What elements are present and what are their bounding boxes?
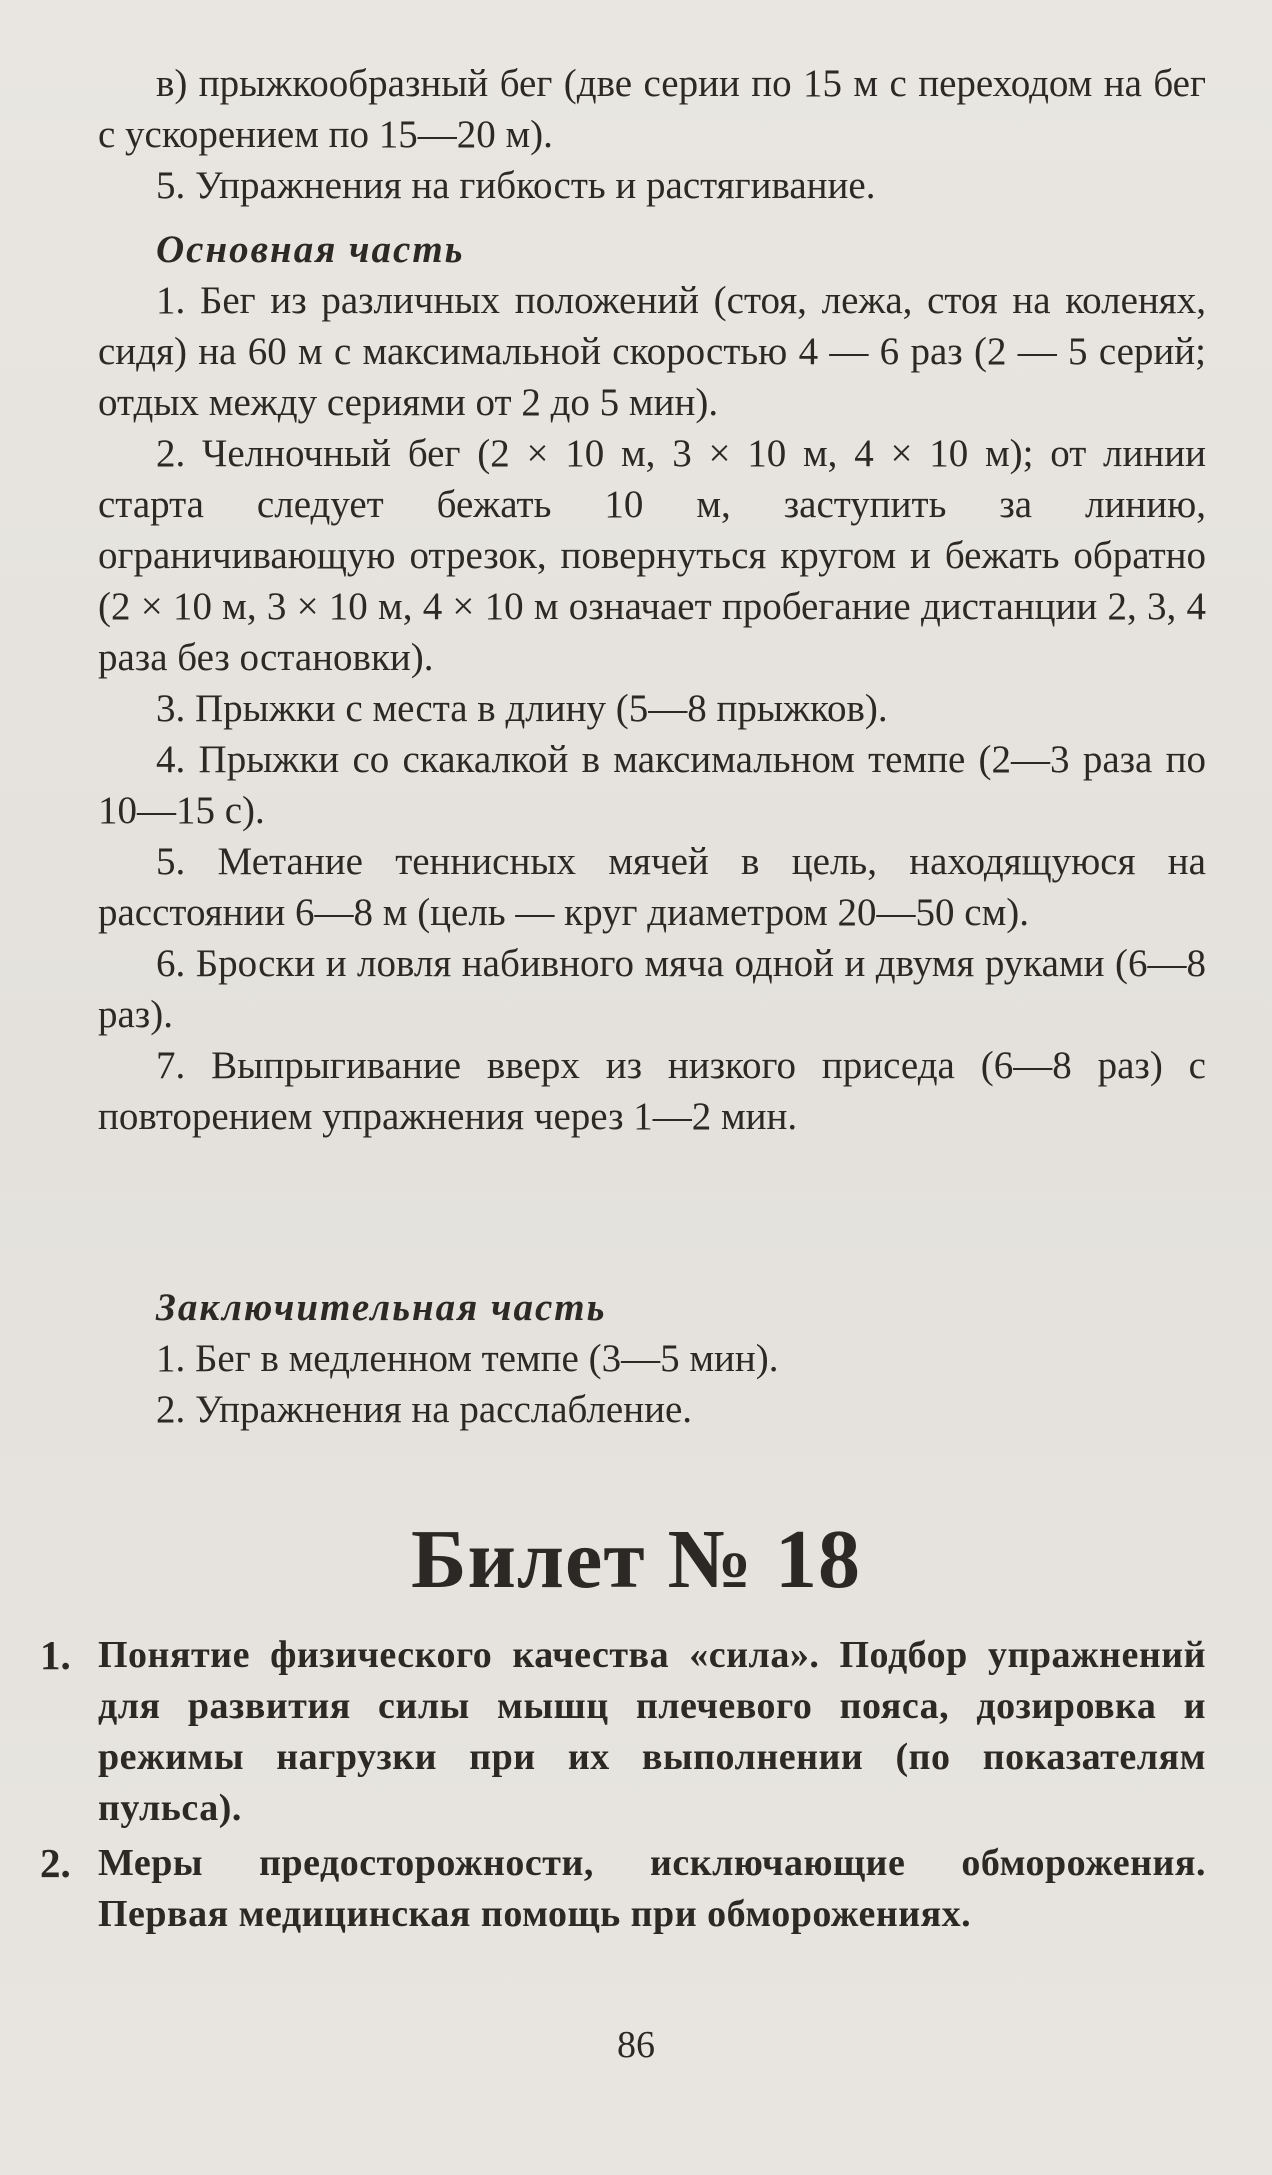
- main-section-heading: Основная часть: [156, 228, 465, 271]
- final-item-1: 1. Бег в медленном темпе (3—5 мин).: [156, 1337, 779, 1380]
- main-item-2: 2. Челночный бег (2 × 10 м, 3 × 10 м, 4 × 10 м); от линии старта следует бежать 10 м, заступить за линию, ограничивающую отрезок, повернуться кругом и бежать обратно (2 × 10 м, 3 × 10 м, 4 × 10 м означает пробегание дистанции 2, 3, 4 раза без остановки).: [98, 432, 1206, 679]
- question-text: Меры предосторожности, исключающие обморожения. Первая медицинская помощь при обморожениях.: [98, 1842, 1206, 1935]
- main-section: [98, 224, 1206, 1142]
- main-item-7: 7. Выпрыгивание вверх из низкого приседа (6—8 раз) с повторением упражнения через 1—2 мин.: [98, 1044, 1206, 1138]
- main-item-3: 3. Прыжки с места в длину (5—8 прыжков).: [156, 687, 888, 730]
- main-item-4: 4. Прыжки со скакалкой в максимальном темпе (2—3 раза по 10—15 с).: [98, 738, 1206, 832]
- main-item-1: 1. Бег из различных положений (стоя, лежа, стоя на коленях, сидя) на 60 м с максимальной скоростью 4 — 6 раз (2 — 5 серий; отдых между сериями от 2 до 5 мин).: [98, 279, 1206, 424]
- final-section-heading: Заключительная часть: [156, 1286, 607, 1329]
- ticket-question-2: [40, 1838, 1206, 1940]
- question-text: Понятие физического качества «сила». Подбор упражнений для развития силы мышц плечевого пояса, дозировка и режимы нагрузки при их выполнении (по показателям пульса).: [98, 1634, 1206, 1829]
- question-number: 1.: [40, 1632, 71, 1678]
- main-item-5: 5. Метание теннисных мячей в цель, находящуюся на расстоянии 6—8 м (цель — круг диаметром 20—50 см).: [98, 840, 1206, 934]
- main-item-6: 6. Броски и ловля набивного мяча одной и двумя руками (6—8 раз).: [98, 942, 1206, 1036]
- ticket-question-1: [40, 1630, 1206, 1834]
- final-section: [98, 1282, 1206, 1435]
- ticket-title: Билет № 18: [410, 1513, 861, 1606]
- page-number: 86: [617, 2024, 655, 2066]
- warmup-item-flexibility: 5. Упражнения на гибкость и растягивание.: [156, 164, 876, 207]
- final-item-2: 2. Упражнения на расслабление.: [156, 1388, 693, 1431]
- warmup-tail: [98, 58, 1206, 211]
- question-number: 2.: [40, 1840, 71, 1886]
- warmup-item-running: в) прыжкообразный бег (две серии по 15 м с переходом на бег с ускорением по 15—20 м).: [98, 62, 1206, 156]
